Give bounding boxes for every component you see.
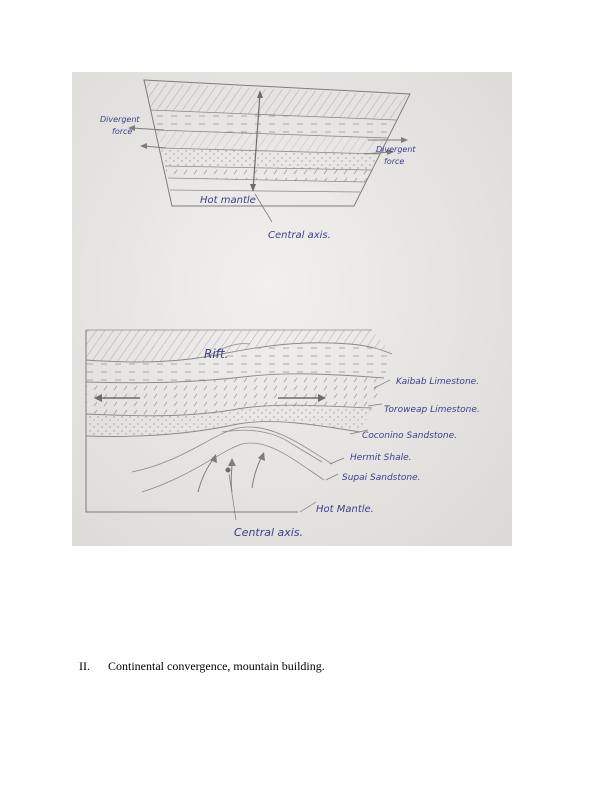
rift-label: Rift. [204, 347, 229, 361]
hermit-shale-label: Hermit Shale. [350, 453, 412, 463]
supai-sandstone-label: Supai Sandstone. [342, 473, 421, 483]
divergent-force-label-left: Divergent [100, 115, 140, 124]
divergent-force-label-left-2: force [112, 127, 133, 136]
central-axis-label-top: Central axis. [268, 230, 331, 241]
list-item-text: Continental convergence, mountain building. [108, 659, 325, 673]
list-marker: II. [79, 659, 90, 673]
toroweap-limestone-label: Toroweap Limestone. [384, 405, 480, 415]
central-axis-label-bottom: Central axis. [234, 526, 304, 539]
divergent-force-label-right: Divergent [376, 145, 416, 154]
hot-mantle-label-top: Hot mantle [200, 195, 256, 206]
list-item-continental-convergence [79, 659, 325, 674]
kaibab-limestone-label: Kaibab Limestone. [396, 377, 480, 387]
hand-drawn-figure [72, 72, 512, 546]
hot-mantle-label-bottom: Hot Mantle. [316, 504, 374, 515]
divergent-force-label-right-2: force [384, 157, 405, 166]
coconino-sandstone-label: Coconino Sandstone. [362, 431, 457, 441]
